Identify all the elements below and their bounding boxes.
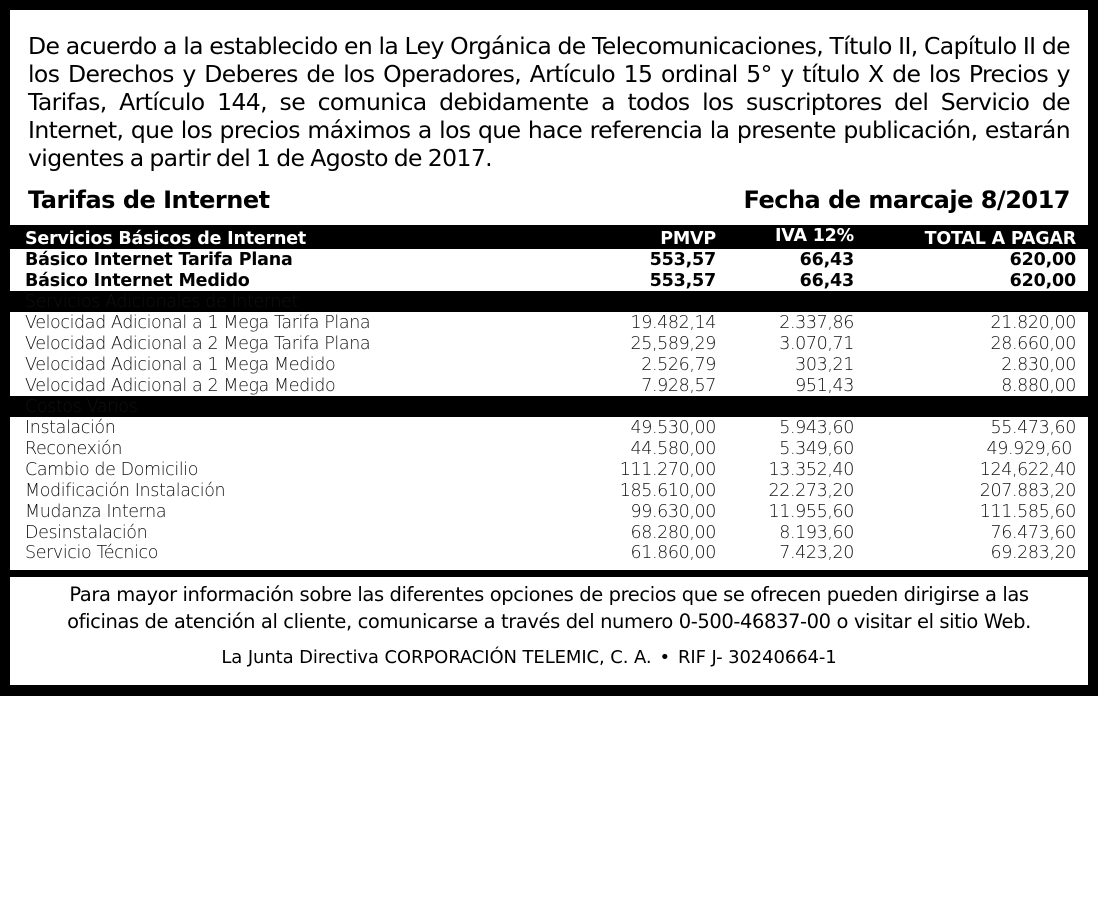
row-name: Cambio de Domicilio (25, 459, 199, 480)
table-row (10, 501, 1088, 522)
table-row (10, 375, 1088, 396)
section-title: Servicios Adicionales de Internet (25, 291, 298, 312)
section-header-costs (10, 396, 1088, 417)
table-row (10, 333, 1088, 354)
row-name: Básico Internet Tarifa Plana (25, 249, 293, 270)
row-pmvp: 19.482,14 (630, 312, 716, 333)
row-name: Velocidad Adicional a 1 Mega Medido (25, 354, 336, 375)
bullet-icon: • (659, 647, 671, 668)
table-header-row (10, 228, 1088, 249)
header-total: TOTAL A PAGAR (924, 228, 1076, 249)
row-iva: 66,43 (799, 249, 854, 270)
tariffs-title: Tarifas de Internet (28, 186, 270, 214)
row-pmvp: 185.610,00 (619, 480, 716, 501)
row-name: Velocidad Adicional a 1 Mega Tarifa Plana (25, 312, 371, 333)
contact-info-line-2: oficinas de atención al cliente, comunicarse a través del numero 0-500-46837-00 o visitar el sitio Web. (67, 610, 1031, 633)
row-pmvp: 25,589,29 (630, 333, 716, 354)
row-name: Básico Internet Medido (25, 270, 250, 291)
row-pmvp: 2.526,79 (641, 354, 716, 375)
row-total: 28.660,00 (990, 333, 1076, 354)
row-pmvp: 7.928,57 (641, 375, 716, 396)
footer-box (10, 577, 1088, 685)
row-name: Desinstalación (25, 522, 148, 543)
row-pmvp: 49.530,00 (630, 417, 716, 438)
contact-info-line-1: Para mayor información sobre las diferentes opciones de precios que se ofrecen pueden dirigirse a las (69, 583, 1029, 606)
row-total: 111.585,60 (979, 501, 1076, 522)
table-row (10, 417, 1088, 438)
row-iva: 7.423,20 (779, 543, 854, 563)
row-name: Velocidad Adicional a 2 Mega Tarifa Plana (25, 333, 371, 354)
row-total: 55.473,60 (990, 417, 1076, 438)
row-total: 76.473,60 (990, 522, 1076, 543)
row-total: 207.883,20 (979, 480, 1076, 501)
section-header-additional (10, 291, 1088, 312)
table-row (10, 312, 1088, 333)
row-pmvp: 553,57 (649, 270, 716, 291)
row-name: Instalación (25, 417, 116, 438)
table-row (10, 522, 1088, 543)
row-iva: 5.943,60 (779, 417, 854, 438)
row-iva: 2.337,86 (779, 312, 854, 333)
row-total: 620,00 (1009, 270, 1076, 291)
row-name: Mudanza Interna (25, 501, 167, 522)
row-iva: 3.070,71 (779, 333, 854, 354)
header-pmvp: PMVP (660, 228, 716, 249)
header-basic-services: Servicios Básicos de Internet (25, 228, 307, 249)
row-total: 2.830,00 (1001, 354, 1076, 375)
tariff-table (10, 228, 1088, 570)
row-total: 8.880,00 (1001, 375, 1076, 396)
header-iva: IVA 12% (775, 226, 854, 246)
signature: La Junta Directiva CORPORACIÓN TELEMIC, C. A. (221, 647, 652, 668)
row-iva: 951,43 (795, 375, 854, 396)
section-title: Costos Varios (25, 396, 138, 417)
row-total: 69.283,20 (990, 543, 1076, 563)
heading-row (28, 186, 1070, 214)
row-total: 21.820,00 (990, 312, 1076, 333)
table-row (10, 543, 1088, 570)
row-iva: 11.955,60 (768, 501, 854, 522)
row-pmvp: 99.630,00 (630, 501, 716, 522)
row-iva: 22.273,20 (768, 480, 854, 501)
row-total: 620,00 (1009, 249, 1076, 270)
row-pmvp: 553,57 (649, 249, 716, 270)
table-row (10, 249, 1088, 270)
signature-line (10, 647, 1088, 668)
row-total: 124,622,40 (979, 459, 1076, 480)
table-row (10, 270, 1088, 291)
row-name: Modificación Instalación (25, 480, 226, 501)
row-total: 49.929,60 (986, 438, 1072, 459)
contact-info (10, 581, 1088, 635)
row-iva: 5.349,60 (779, 438, 854, 459)
rif-number: RIF J- 30240664-1 (678, 647, 837, 668)
row-name: Velocidad Adicional a 2 Mega Medido (25, 375, 336, 396)
table-row (10, 438, 1088, 459)
table-row (10, 354, 1088, 375)
intro-box (10, 10, 1088, 225)
row-pmvp: 68.280,00 (630, 522, 716, 543)
table-row (10, 480, 1088, 501)
marking-date: Fecha de marcaje 8/2017 (743, 186, 1070, 214)
row-iva: 13.352,40 (768, 459, 854, 480)
row-iva: 8.193,60 (779, 522, 854, 543)
legal-notice-paragraph: De acuerdo a la establecido en la Ley Orgánica de Telecomunicaciones, Título II, Capítulo II de los Derechos y Deberes de los Operadores, Artículo 15 ordinal 5° y título X de los Precios y Tarifas, Artículo 144, se comunica debidamente a todos los suscriptores del Servicio de Internet, que los precios máximos a los que hace referencia la presente publicación, estarán vigentes a partir del 1 de Agosto de 2017. (28, 32, 1070, 172)
row-iva: 303,21 (795, 354, 854, 375)
table-row (10, 459, 1088, 480)
row-pmvp: 44.580,00 (630, 438, 716, 459)
row-name: Servicio Técnico (25, 543, 159, 563)
row-pmvp: 111.270,00 (619, 459, 716, 480)
row-name: Reconexión (25, 438, 123, 459)
row-pmvp: 61.860,00 (630, 543, 716, 563)
row-iva: 66,43 (799, 270, 854, 291)
